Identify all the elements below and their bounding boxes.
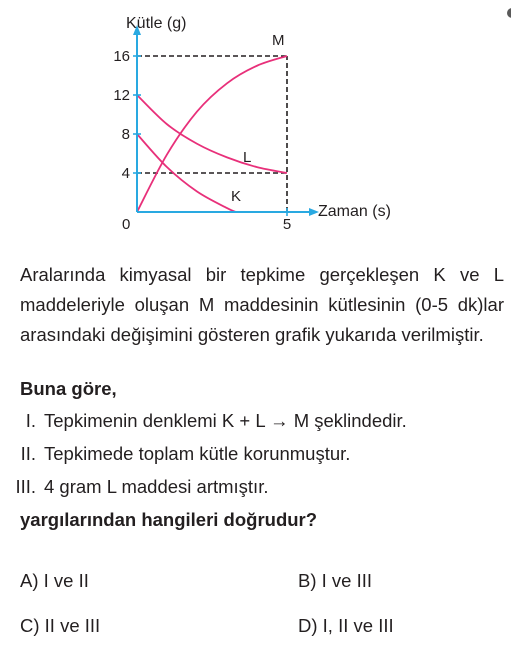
statement-number: II. — [20, 443, 36, 464]
choice-c[interactable] — [20, 615, 100, 637]
series-m-curve — [137, 56, 287, 212]
statement-1 — [6, 410, 407, 432]
statement-number: I. — [25, 410, 36, 431]
series-m-label: M — [272, 32, 285, 49]
statement-text: 4 gram L maddesi artmıştır. — [44, 476, 269, 497]
series-l-label: L — [243, 149, 252, 166]
series-l-curve — [137, 95, 287, 173]
choice-text: II ve III — [44, 615, 101, 636]
statement-text: Tepkimenin denklemi K + L → M şeklindedir. — [44, 410, 407, 431]
choice-letter: D) — [298, 615, 318, 636]
y-tick-label-8: 8 — [121, 126, 130, 143]
choice-letter: B) — [298, 570, 317, 591]
question-paragraph: Aralarında kimyasal bir tepkime gerçekleşen K ve L maddeleriyle oluşan M maddesinin kütlesinin (0-5 dk)lar arasındaki değişimini gösteren grafik yukarıda verilmiştir. — [20, 264, 504, 345]
statement-3 — [6, 476, 268, 498]
y-axis-title: Kütle (g) — [126, 15, 187, 32]
choice-letter: C) — [20, 615, 40, 636]
choice-d[interactable] — [298, 615, 394, 637]
data-curves — [137, 32, 287, 212]
y-tick-label-12: 12 — [113, 87, 130, 104]
x-tick-label-5: 5 — [282, 216, 292, 233]
choice-text: I ve II — [43, 570, 89, 591]
question-prompt: Buna göre, — [20, 378, 117, 399]
x-origin-label: 0 — [122, 216, 131, 233]
x-axis-title: Zaman (s) — [318, 203, 391, 220]
question-ask: yargılarından hangileri doğrudur? — [20, 509, 318, 530]
reference-lines — [137, 56, 287, 212]
choice-text: I, II ve III — [322, 615, 394, 636]
choice-text: I ve III — [321, 570, 373, 591]
statement-text: Tepkimede toplam kütle korunmuştur. — [44, 443, 351, 464]
mass-time-chart — [0, 0, 511, 245]
y-tick-label-4: 4 — [121, 165, 130, 182]
statement-2 — [6, 443, 350, 465]
y-tick-label-16: 16 — [113, 48, 130, 65]
choice-b[interactable] — [298, 570, 372, 592]
choice-letter: A) — [20, 570, 39, 591]
choice-a[interactable] — [20, 570, 89, 592]
series-k-label: K — [231, 188, 242, 205]
statement-number: III. — [15, 476, 36, 497]
